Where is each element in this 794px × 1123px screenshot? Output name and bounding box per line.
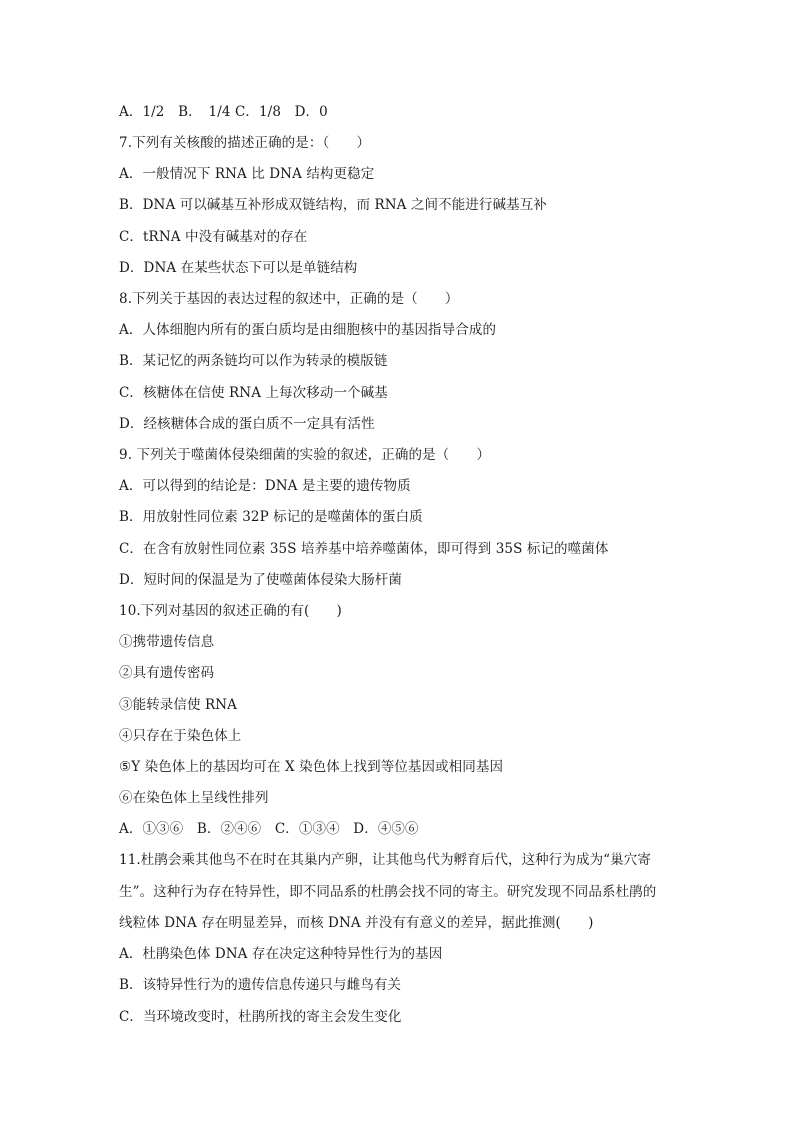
q11-option-b: B．该特异性行为的遗传信息传递只与雌鸟有关	[119, 977, 402, 993]
q8-option-c: C．核糖体在信使 RNA 上每次移动一个碱基	[119, 385, 388, 401]
q10-statement-6: ⑥在染色体上呈线性排列	[119, 790, 269, 806]
q10-options: A．①③⑥ B．②④⑥ C．①③④ D．④⑤⑥	[119, 821, 419, 837]
q9-option-c: C．在含有放射性同位素 35S 培养基中培养噬菌体，即可得到 35S 标记的噬菌体	[119, 541, 609, 557]
question-8-stem: 8.下列关于基因的表达过程的叙述中，正确的是（ ）	[119, 291, 459, 307]
q11-option-a: A．杜鹃染色体 DNA 存在决定这种特异性行为的基因	[119, 946, 443, 962]
q10-statement-3: ③能转录信使 RNA	[119, 697, 238, 713]
question-11-stem-line-2: 生”。这种行为存在特异性，即不同品系的杜鹃会找不同的寄主。研究发现不同品系杜鹃的	[119, 884, 657, 900]
question-7-stem: 7.下列有关核酸的描述正确的是：（ ）	[119, 135, 371, 151]
q7-option-c: C．tRNA 中没有碱基对的存在	[119, 229, 308, 245]
q7-option-a: A．一般情况下 RNA 比 DNA 结构更稳定	[119, 166, 375, 182]
q8-option-a: A．人体细胞内所有的蛋白质均是由细胞核中的基因指导合成的	[119, 322, 497, 338]
question-11-stem-line-1: 11.杜鹃会乘其他鸟不在时在其巢内产卵，让其他鸟代为孵育后代，这种行为成为“巢穴寄	[119, 852, 651, 868]
q10-statement-4: ④只存在于染色体上	[119, 728, 242, 744]
q10-statement-1: ①携带遗传信息	[119, 634, 215, 650]
question-10-stem: 10.下列对基因的叙述正确的有( )	[119, 603, 342, 619]
q8-option-d: D．经核糖体合成的蛋白质不一定具有活性	[119, 416, 375, 432]
question-11-stem-line-3: 线粒体 DNA 存在明显差异，而核 DNA 并没有有意义的差异，据此推测( )	[119, 915, 594, 931]
q8-option-b: B．某记忆的两条链均可以作为转录的模版链	[119, 353, 388, 369]
q7-option-d: D．DNA 在某些状态下可以是单链结构	[119, 260, 358, 276]
q10-statement-5: ⑤Y 染色体上的基因均可在 X 染色体上找到等位基因或相同基因	[119, 759, 504, 775]
q9-option-a: A．可以得到的结论是：DNA 是主要的遗传物质	[119, 478, 411, 494]
q9-option-d: D．短时间的保温是为了使噬菌体侵染大肠杆菌	[119, 572, 402, 588]
question-9-stem: 9. 下列关于噬菌体侵染细菌的实验的叙述，正确的是（ ）	[119, 447, 491, 463]
answer-options-q6: A．1/2 B． 1/4 C．1/8 D．0	[119, 104, 328, 120]
q9-option-b: B．用放射性同位素 32P 标记的是噬菌体的蛋白质	[119, 509, 423, 525]
q7-option-b: B．DNA 可以碱基互补形成双链结构，而 RNA 之间不能进行碱基互补	[119, 197, 547, 213]
q10-statement-2: ②具有遗传密码	[119, 665, 215, 681]
q11-option-c: C．当环境改变时，杜鹃所找的寄主会发生变化	[119, 1009, 402, 1025]
